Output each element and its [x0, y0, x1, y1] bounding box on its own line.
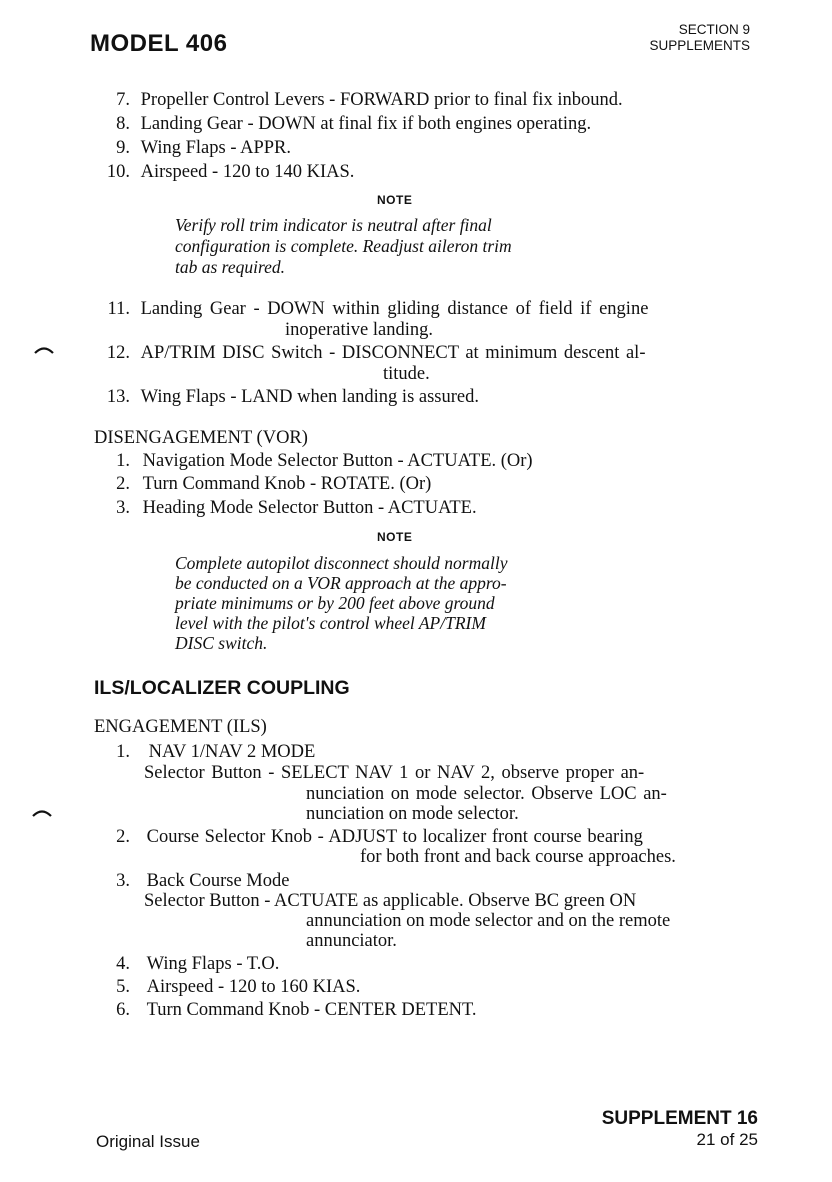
step-number: 2.: [116, 474, 130, 494]
step-continuation: for both front and back course approaches.: [360, 847, 676, 867]
step-continuation: annunciator.: [306, 931, 397, 951]
step-continuation: Selector Button - ACTUATE as applicable. Observe BC green ON: [144, 891, 637, 911]
step-number: 9.: [116, 138, 130, 158]
step-number: 3.: [116, 871, 130, 891]
section-subtitle: SUPPLEMENTS: [649, 38, 750, 53]
step-text: Back Course Mode: [146, 871, 290, 891]
step-continuation: nunciation on mode selector. Observe LOC an-: [306, 784, 667, 804]
list-item: [104, 999, 477, 1021]
list-item: [104, 741, 315, 763]
note-line: configuration is complete. Readjust aileron trim: [175, 236, 512, 256]
step-text: AP/TRIM DISC Switch - DISCONNECT at minimum descent al-: [140, 343, 646, 363]
step-number: 3.: [116, 498, 130, 518]
list-item: [100, 161, 354, 183]
list-item: [104, 450, 533, 472]
step-number: 7.: [116, 90, 130, 110]
step-text: Wing Flaps - T.O.: [146, 954, 280, 974]
note-line: priate minimums or by 200 feet above ground: [175, 593, 495, 613]
note-line: Complete autopilot disconnect should normally: [175, 553, 508, 573]
step-text: Propeller Control Levers - FORWARD prior to final fix inbound.: [140, 90, 623, 110]
step-number: 6.: [116, 1000, 130, 1020]
step-text: Course Selector Knob - ADJUST to localizer front course bearing: [146, 827, 643, 847]
step-number: 1.: [116, 742, 130, 762]
step-continuation: nunciation on mode selector.: [306, 804, 519, 824]
section-label: SECTION 9: [678, 22, 750, 37]
note-line: level with the pilot's control wheel AP/TRIM: [175, 613, 486, 633]
section-heading: ENGAGEMENT (ILS): [94, 717, 267, 737]
list-item: [104, 473, 431, 495]
step-continuation: titude.: [383, 364, 430, 384]
step-text: Turn Command Knob - ROTATE. (Or): [142, 474, 432, 494]
step-continuation: inoperative landing.: [285, 320, 433, 340]
note-line: Verify roll trim indicator is neutral after final: [175, 215, 492, 235]
step-number: 2.: [116, 827, 130, 847]
step-text: Landing Gear - DOWN at final fix if both engines operating.: [140, 114, 592, 134]
step-continuation: Selector Button - SELECT NAV 1 or NAV 2, observe proper an-: [144, 763, 645, 783]
note-line: be conducted on a VOR approach at the appro-: [175, 573, 507, 593]
supplement-label: SUPPLEMENT 16: [601, 1108, 758, 1129]
step-number: 4.: [116, 954, 130, 974]
list-item: [104, 976, 360, 998]
list-item: [100, 113, 591, 135]
list-item: [100, 386, 479, 408]
step-number: 13.: [106, 387, 130, 407]
step-number: 10.: [106, 162, 130, 182]
step-text: Turn Command Knob - CENTER DETENT.: [146, 1000, 477, 1020]
step-number: 12.: [106, 343, 130, 363]
step-text: NAV 1/NAV 2 MODE: [148, 742, 316, 762]
list-item: [104, 870, 289, 892]
page-number: 21 of 25: [696, 1130, 758, 1149]
change-bar-icon: [32, 809, 52, 815]
step-number: 1.: [116, 451, 130, 471]
issue-label: Original Issue: [96, 1132, 200, 1151]
step-text: Landing Gear - DOWN within gliding distance of field if engine: [140, 299, 649, 319]
list-item: [104, 953, 279, 975]
model-title: MODEL 406: [90, 30, 228, 57]
note-line: DISC switch.: [175, 633, 268, 653]
step-number: 5.: [116, 977, 130, 997]
step-text: Wing Flaps - LAND when landing is assured.: [140, 387, 479, 407]
step-text: Airspeed - 120 to 160 KIAS.: [146, 977, 361, 997]
step-text: Navigation Mode Selector Button - ACTUATE. (Or): [142, 451, 533, 471]
step-number: 11.: [107, 299, 130, 319]
step-continuation: annunciation on mode selector and on the remote: [306, 911, 671, 931]
note-heading: NOTE: [377, 530, 413, 544]
list-item: [100, 137, 291, 159]
step-text: Heading Mode Selector Button - ACTUATE.: [142, 498, 477, 518]
ils-heading: ILS/LOCALIZER COUPLING: [94, 677, 350, 699]
step-text: Wing Flaps - APPR.: [140, 138, 291, 158]
note-heading: NOTE: [377, 193, 413, 207]
section-heading: DISENGAGEMENT (VOR): [94, 428, 308, 448]
list-item: [100, 298, 648, 320]
list-item: [104, 497, 477, 519]
step-text: Airspeed - 120 to 140 KIAS.: [140, 162, 355, 182]
list-item: [104, 826, 643, 848]
list-item: [100, 89, 623, 111]
step-number: 8.: [116, 114, 130, 134]
change-bar-icon: [34, 346, 54, 352]
note-line: tab as required.: [175, 257, 286, 277]
list-item: [100, 342, 645, 364]
